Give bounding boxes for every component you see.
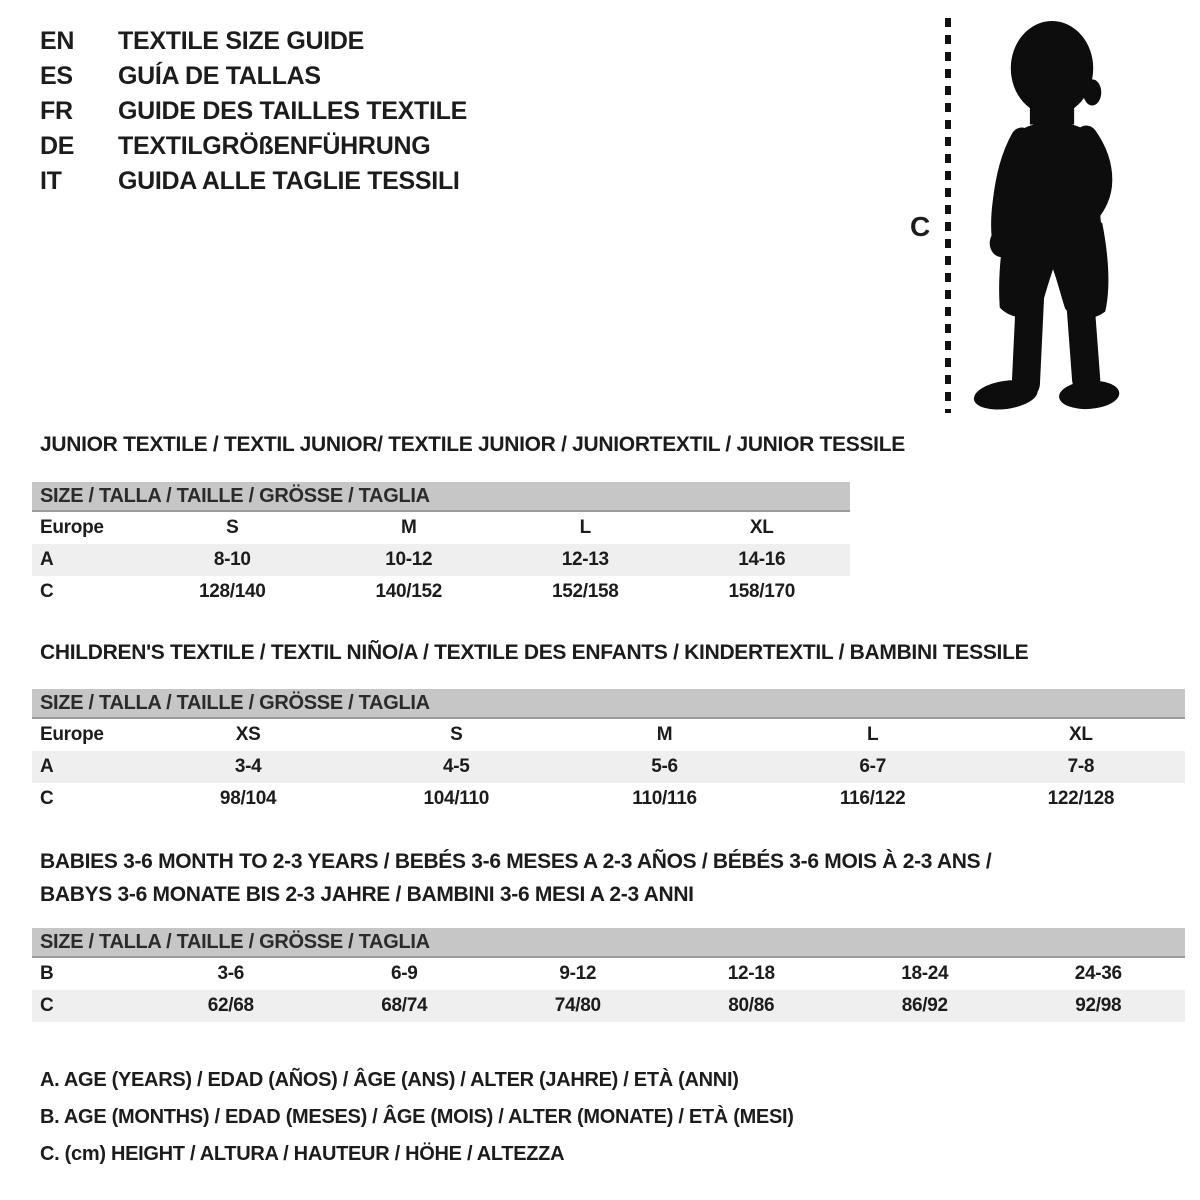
children-section-title: CHILDREN'S TEXTILE / TEXTIL NIÑO/A / TEXTILE DES ENFANTS / KINDERTEXTIL / BAMBINI TESSILE: [40, 641, 1029, 664]
cell-value: 128/140: [198, 581, 266, 602]
table-row-c: [32, 576, 850, 608]
column-header: L: [579, 517, 591, 538]
legend-line-b: B. AGE (MONTHS) / EDAD (MESES) / ÂGE (MOIS) / ALTER (MONATE) / ETÀ (MESI): [40, 1106, 794, 1128]
row-label: B: [40, 963, 54, 984]
babies-title-line1: BABIES 3-6 MONTH TO 2-3 YEARS / BEBÉS 3-6 MESES A 2-3 AÑOS / BÉBÉS 3-6 MOIS À 2-3 ANS /: [40, 850, 992, 873]
cell-value: 18-24: [901, 963, 949, 984]
row-label: C: [40, 581, 54, 602]
language-title: GUIDA ALLE TAGLIE TESSILI: [118, 167, 460, 195]
cell-value: 3-4: [234, 756, 262, 777]
cell-value: 7-8: [1067, 756, 1095, 777]
region-label: Europe: [40, 724, 104, 745]
language-title: GUIDE DES TAILLES TEXTILE: [118, 97, 468, 125]
dashed-measure-line: [942, 8, 954, 418]
column-header: S: [450, 724, 463, 745]
cell-value: 4-5: [443, 756, 470, 777]
babies-title-line2: BABYS 3-6 MONATE BIS 2-3 JAHRE / BAMBINI 3-6 MESI A 2-3 ANNI: [40, 883, 694, 906]
column-header: L: [867, 724, 879, 745]
column-header: M: [400, 517, 417, 538]
language-code: EN: [40, 27, 75, 55]
language-title: GUÍA DE TALLAS: [118, 62, 321, 90]
language-title: TEXTILGRÖßENFÜHRUNG: [118, 132, 431, 160]
cell-value: 14-16: [738, 549, 786, 570]
measurement-legend: [40, 1062, 794, 1173]
language-title: TEXTILE SIZE GUIDE: [118, 27, 365, 55]
toddler-silhouette-icon: [960, 16, 1142, 418]
cell-value: 9-12: [559, 963, 597, 984]
language-code: FR: [40, 97, 73, 125]
table-header-row: [32, 512, 850, 544]
cell-value: 116/122: [839, 788, 906, 809]
cell-value: 24-36: [1074, 963, 1122, 984]
cell-value: 5-6: [651, 756, 678, 777]
row-label: A: [40, 549, 54, 570]
language-row-de: [40, 129, 467, 164]
region-label: Europe: [40, 517, 104, 538]
language-row-fr: [40, 94, 467, 129]
language-row-es: [40, 59, 467, 94]
cell-value: 12-18: [727, 963, 775, 984]
cell-value: 12-13: [561, 549, 609, 570]
size-header-bar: SIZE / TALLA / TAILLE / GRÖSSE / TAGLIA: [32, 482, 850, 512]
babies-size-table: [32, 928, 1185, 1022]
row-label: C: [40, 995, 54, 1016]
column-header: XL: [1069, 724, 1093, 745]
cell-value: 104/110: [423, 788, 490, 809]
cell-value: 68/74: [381, 995, 428, 1016]
cell-value: 6-7: [859, 756, 886, 777]
cell-value: 152/158: [551, 581, 619, 602]
language-row-en: [40, 24, 467, 59]
table-row-c: [32, 990, 1185, 1022]
language-row-it: [40, 164, 467, 199]
row-label: C: [40, 788, 54, 809]
measure-c-label: C: [910, 211, 930, 242]
cell-value: 86/92: [901, 995, 948, 1016]
babies-section-title: [40, 845, 991, 911]
cell-value: 122/128: [1047, 788, 1115, 809]
table-row-a: [32, 751, 1185, 783]
cell-value: 92/98: [1075, 995, 1122, 1016]
cell-value: 80/86: [728, 995, 775, 1016]
table-row-c: [32, 783, 1185, 815]
column-header: M: [656, 724, 673, 745]
cell-value: 6-9: [390, 963, 418, 984]
language-code: DE: [40, 132, 75, 160]
cell-value: 3-6: [217, 963, 245, 984]
table-header-row: [32, 719, 1185, 751]
children-size-table: [32, 689, 1185, 815]
junior-size-table: [32, 482, 850, 608]
junior-section-title: JUNIOR TEXTILE / TEXTIL JUNIOR/ TEXTILE JUNIOR / JUNIORTEXTIL / JUNIOR TESSILE: [40, 433, 905, 456]
size-header-bar: SIZE / TALLA / TAILLE / GRÖSSE / TAGLIA: [32, 928, 1185, 958]
row-label: A: [40, 756, 54, 777]
table-row-b: [32, 958, 1185, 990]
language-title-list: [40, 24, 467, 199]
cell-value: 8-10: [213, 549, 251, 570]
cell-value: 158/170: [728, 581, 796, 602]
table-row-a: [32, 544, 850, 576]
cell-value: 98/104: [219, 788, 277, 809]
size-header-bar: SIZE / TALLA / TAILLE / GRÖSSE / TAGLIA: [32, 689, 1185, 719]
column-header: XL: [749, 517, 774, 538]
cell-value: 74/80: [554, 995, 601, 1016]
column-header: S: [226, 517, 239, 538]
column-header: XS: [235, 724, 261, 745]
legend-line-c: C. (cm) HEIGHT / ALTURA / HAUTEUR / HÖHE / ALTEZZA: [40, 1143, 565, 1165]
cell-value: 110/116: [632, 788, 697, 809]
legend-line-a: A. AGE (YEARS) / EDAD (AÑOS) / ÂGE (ANS) / ALTER (JAHRE) / ETÀ (ANNI): [40, 1069, 739, 1091]
cell-value: 62/68: [207, 995, 254, 1016]
language-code: IT: [40, 167, 62, 195]
language-code: ES: [40, 62, 73, 90]
cell-value: 10-12: [385, 549, 433, 570]
height-figure: [900, 8, 1170, 426]
cell-value: 140/152: [375, 581, 443, 602]
